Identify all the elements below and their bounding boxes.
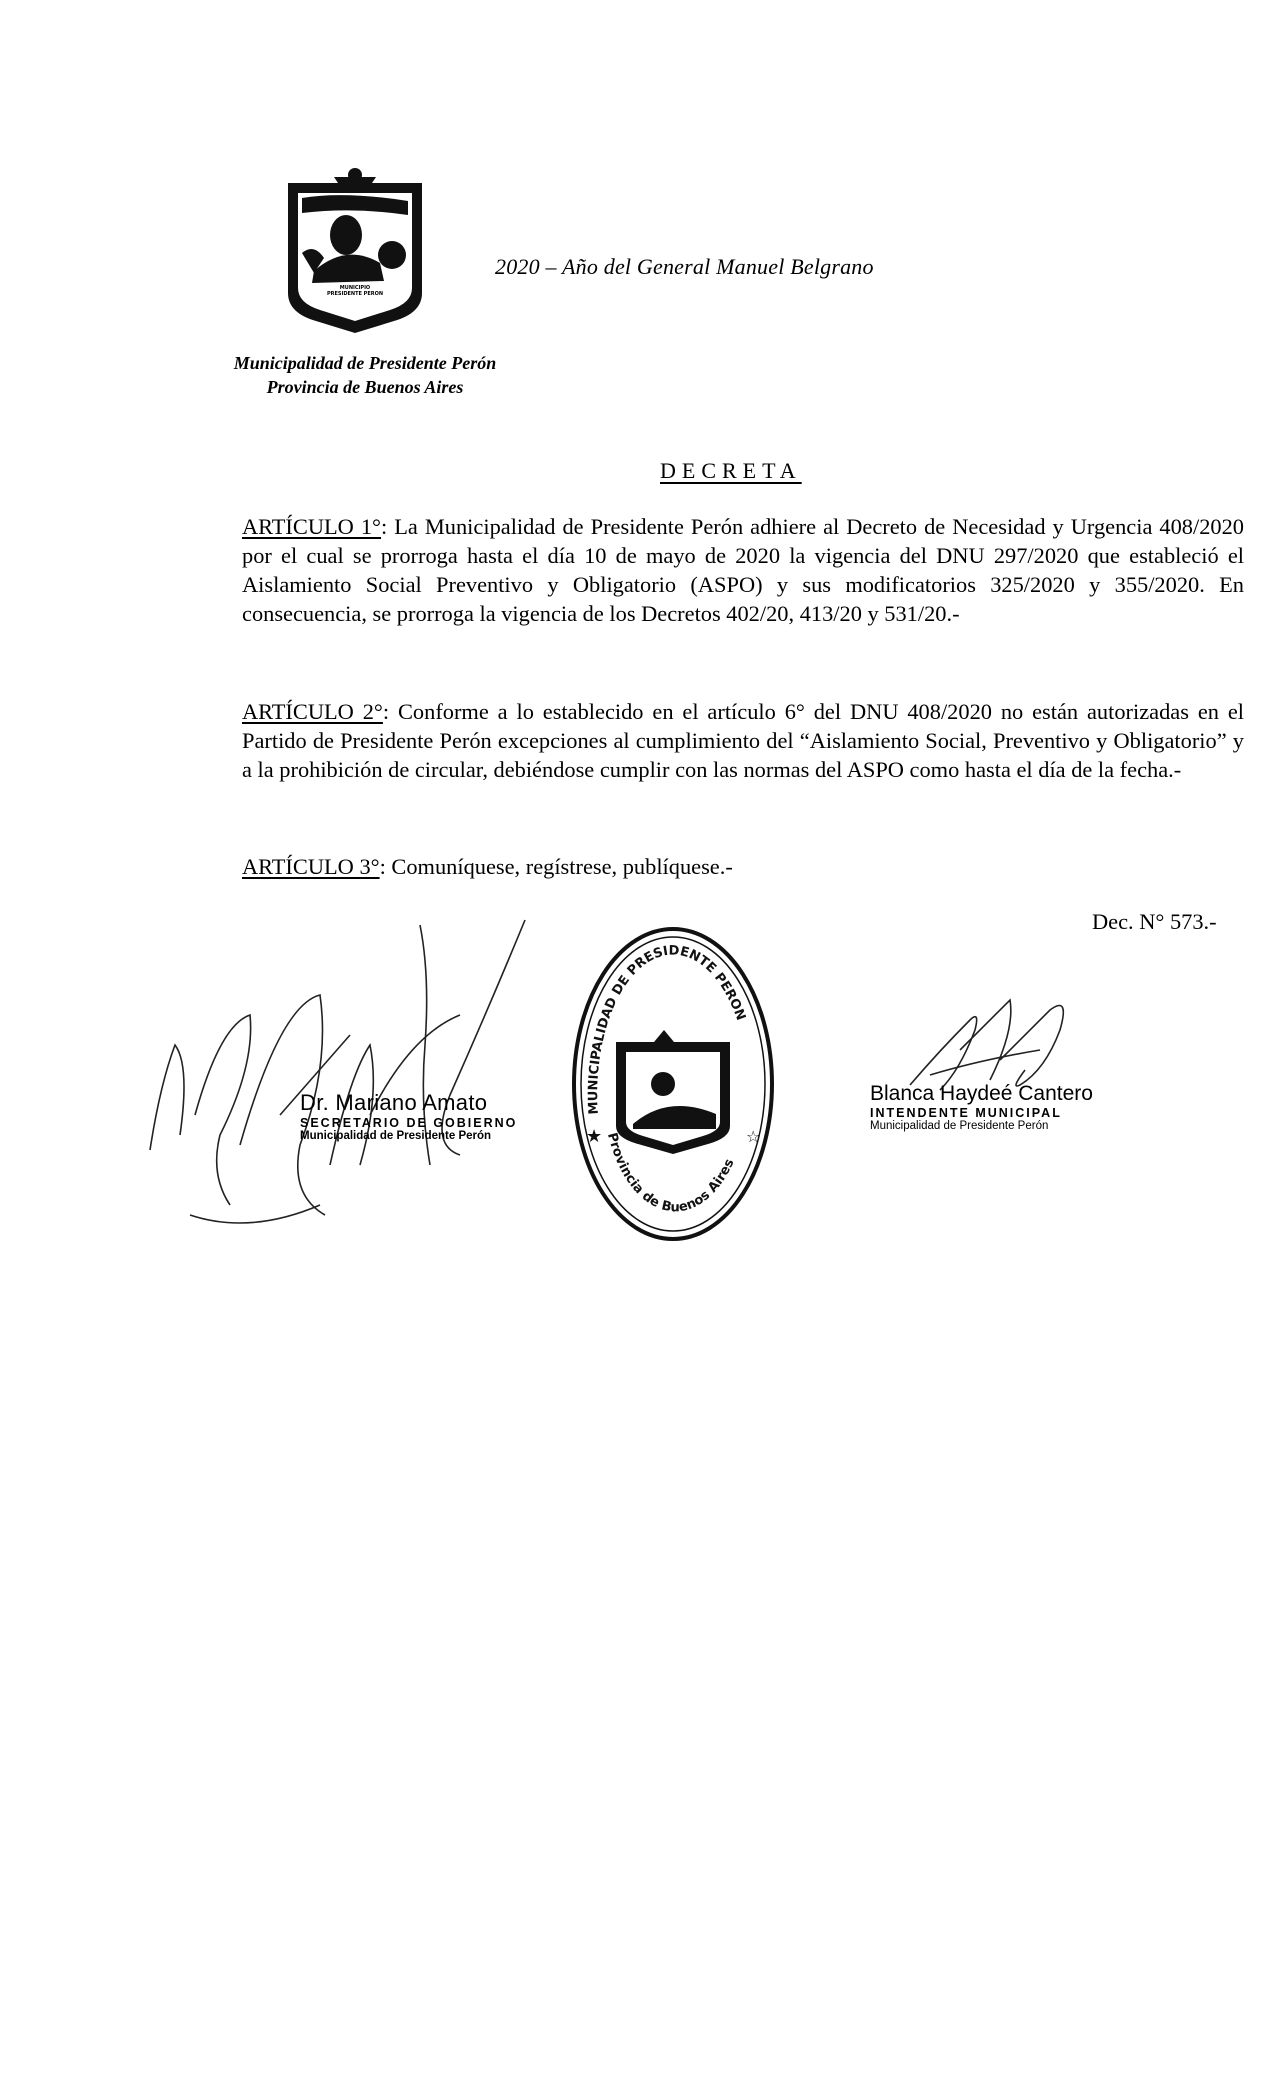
- seal-top-text: MUNICIPALIDAD DE PRESIDENTE PERON: [586, 943, 749, 1115]
- municipal-crest-logo: [284, 163, 426, 335]
- article-3-text: : Comuníquese, regístrese, publíquese.-: [379, 854, 733, 879]
- signatory-office-left: Municipalidad de Presidente Perón: [300, 1130, 492, 1142]
- svg-text:PRESIDENTE PERON: PRESIDENTE PERON: [326, 291, 384, 297]
- signature-block-left: [300, 1090, 517, 1142]
- svg-text:★: ★: [586, 1126, 603, 1147]
- article-1-label: ARTÍCULO 1°: [242, 514, 382, 539]
- province-name: Provincia de Buenos Aires: [266, 377, 464, 397]
- article-3: [242, 852, 1244, 881]
- signatory-name-right: Blanca Haydeé Cantero: [870, 1082, 1093, 1105]
- municipality-name: Municipalidad de Presidente Perón: [233, 353, 497, 373]
- signatory-name-left: Dr. Mariano Amato: [300, 1090, 488, 1115]
- signatory-office-right: Municipalidad de Presidente Perón: [870, 1120, 1049, 1132]
- article-2-text: : Conforme a lo establecido en el artículo 6° del DNU 408/2020 no están autorizadas en el Partido de Presidente Perón excepciones al cumplimiento del “Aislamiento Social, Preventivo y Obligatorio” y a la prohibición de circular, debiéndose cumplir con las normas del ASPO como hasta el día de la fecha.-: [242, 699, 1245, 782]
- decree-title: DECRETA: [660, 458, 802, 483]
- municipal-seal-stamp: [568, 924, 778, 1244]
- signatory-role-right: INTENDENTE MUNICIPAL: [870, 1106, 1062, 1120]
- issuer-block: [200, 351, 530, 399]
- article-1: [242, 512, 1244, 628]
- signature-block-right: [870, 1082, 1093, 1132]
- signatory-role-left: SECRETARIO DE GOBIERNO: [300, 1116, 518, 1130]
- article-2-label: ARTÍCULO 2°: [242, 699, 383, 724]
- article-3-label: ARTÍCULO 3°: [242, 854, 380, 879]
- article-2: [242, 697, 1244, 784]
- decree-number: Dec. N° 573.-: [1092, 909, 1217, 934]
- year-motto: 2020 – Año del General Manuel Belgrano: [495, 254, 874, 279]
- seal-bottom-text: Provincia de Buenos Aires: [604, 1131, 738, 1216]
- svg-text:MUNICIPIO: MUNICIPIO: [339, 285, 371, 291]
- article-1-text: : La Municipalidad de Presidente Perón adhiere al Decreto de Necesidad y Urgencia 408/2020 por el cual se prorroga hasta el día 10 de mayo de 2020 la vigencia del DNU 297/2020 que estableció el Aislamiento Social Preventivo y Obligatorio (ASPO) y sus modificatorios 325/2020 y 355/2020. En consecuencia, se prorroga la vigencia de los Decretos 402/20, 413/20 y 531/20.-: [242, 514, 1244, 626]
- handwritten-signature-left: [130, 915, 550, 1235]
- svg-text:☆: ☆: [746, 1127, 761, 1146]
